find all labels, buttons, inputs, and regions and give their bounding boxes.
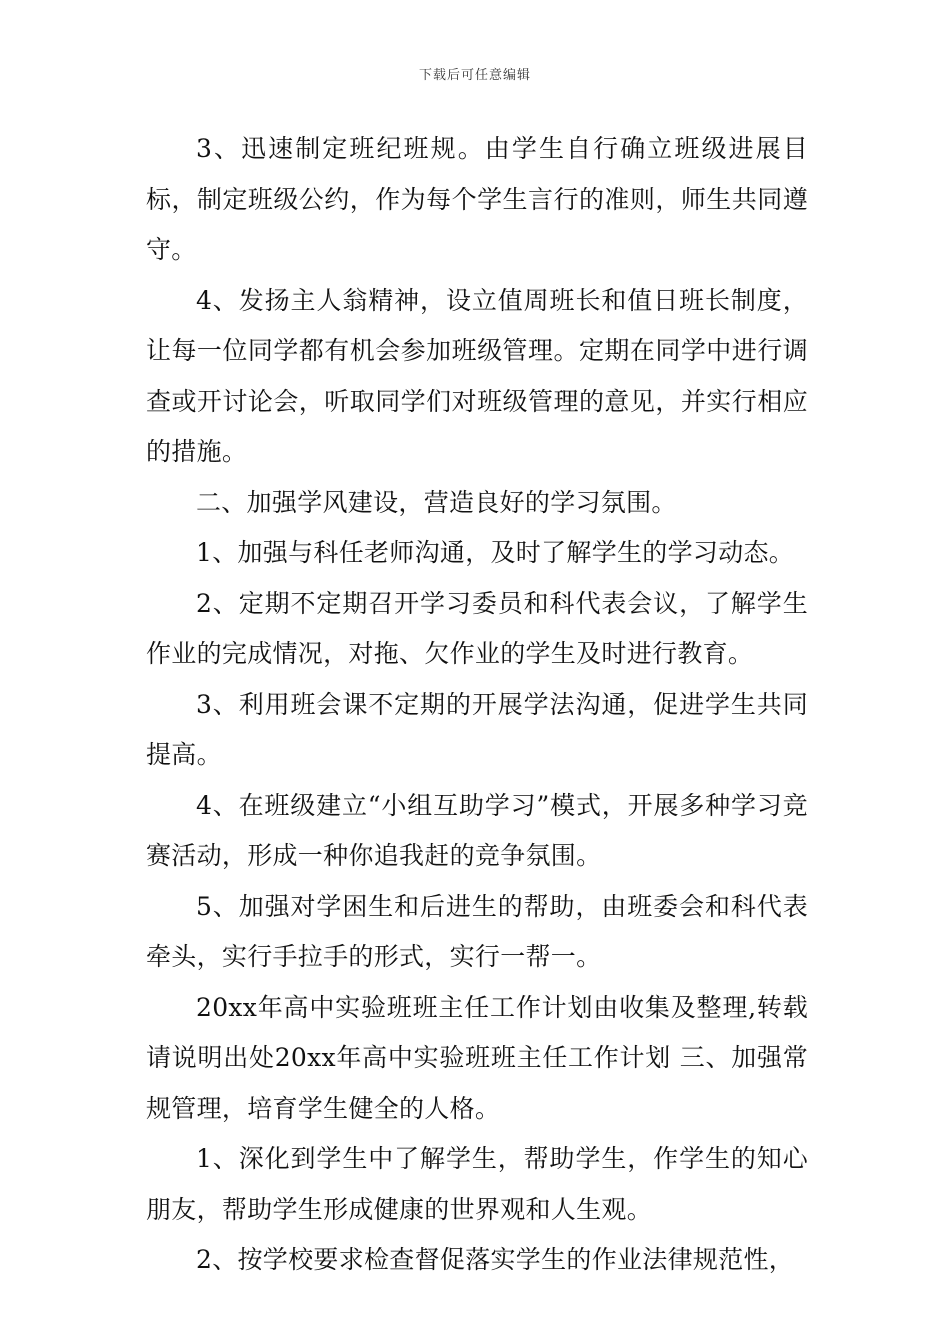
paragraph-homework-check: 2、按学校要求检查督促落实学生的作业法律规范性， [196,1245,795,1274]
paragraph-help-students: 5、加强对学困生和后进生的帮助，由班委会和科代表牵头，实行手拉手的形式，实行一帮一。 [146,891,808,971]
paragraph-teacher-communication: 1、加强与科任老师沟通，及时了解学生的学习动态。 [196,538,795,567]
section-heading-study-style: 二、加强学风建设，营造良好的学习氛围。 [196,487,677,517]
paragraph-duty-monitor: 4、发扬主人翁精神，设立值周班长和值日班长制度，让每一位同学都有机会参加班级管理。定期在同学中进行调查或开讨论会，听取同学们对班级管理的意见，并实行相应的措施。 [146,285,808,466]
paragraph-rules: 3、迅速制定班纪班规。由学生自行确立班级进展目标，制定班级公约，作为每个学生言行的准则，师生共同遵守。 [146,134,808,264]
paragraph-committee-meeting: 2、定期不定期召开学习委员和科代表会议，了解学生作业的完成情况，对拖、欠作业的学生及时进行教育。 [146,588,808,668]
paragraph-understand-students: 1、深化到学生中了解学生，帮助学生，作学生的知心朋友，帮助学生形成健康的世界观和人生观。 [146,1144,808,1224]
paragraph-group-study: 4、在班级建立“小组互助学习”模式，开展多种学习竞赛活动，形成一种你追我赶的竞争氛围。 [146,790,808,870]
paragraph-source-note: 20xx年高中实验班班主任工作计划由收集及整理,转载请说明出处20xx年高中实验班班主任工作计划 三、加强常规管理，培育学生健全的人格。 [146,992,808,1123]
page-header-note: 下载后可任意编辑 [418,68,531,83]
paragraph-class-meeting: 3、利用班会课不定期的开展学法沟通，促进学生共同提高。 [146,689,808,769]
document-body [146,124,808,1286]
